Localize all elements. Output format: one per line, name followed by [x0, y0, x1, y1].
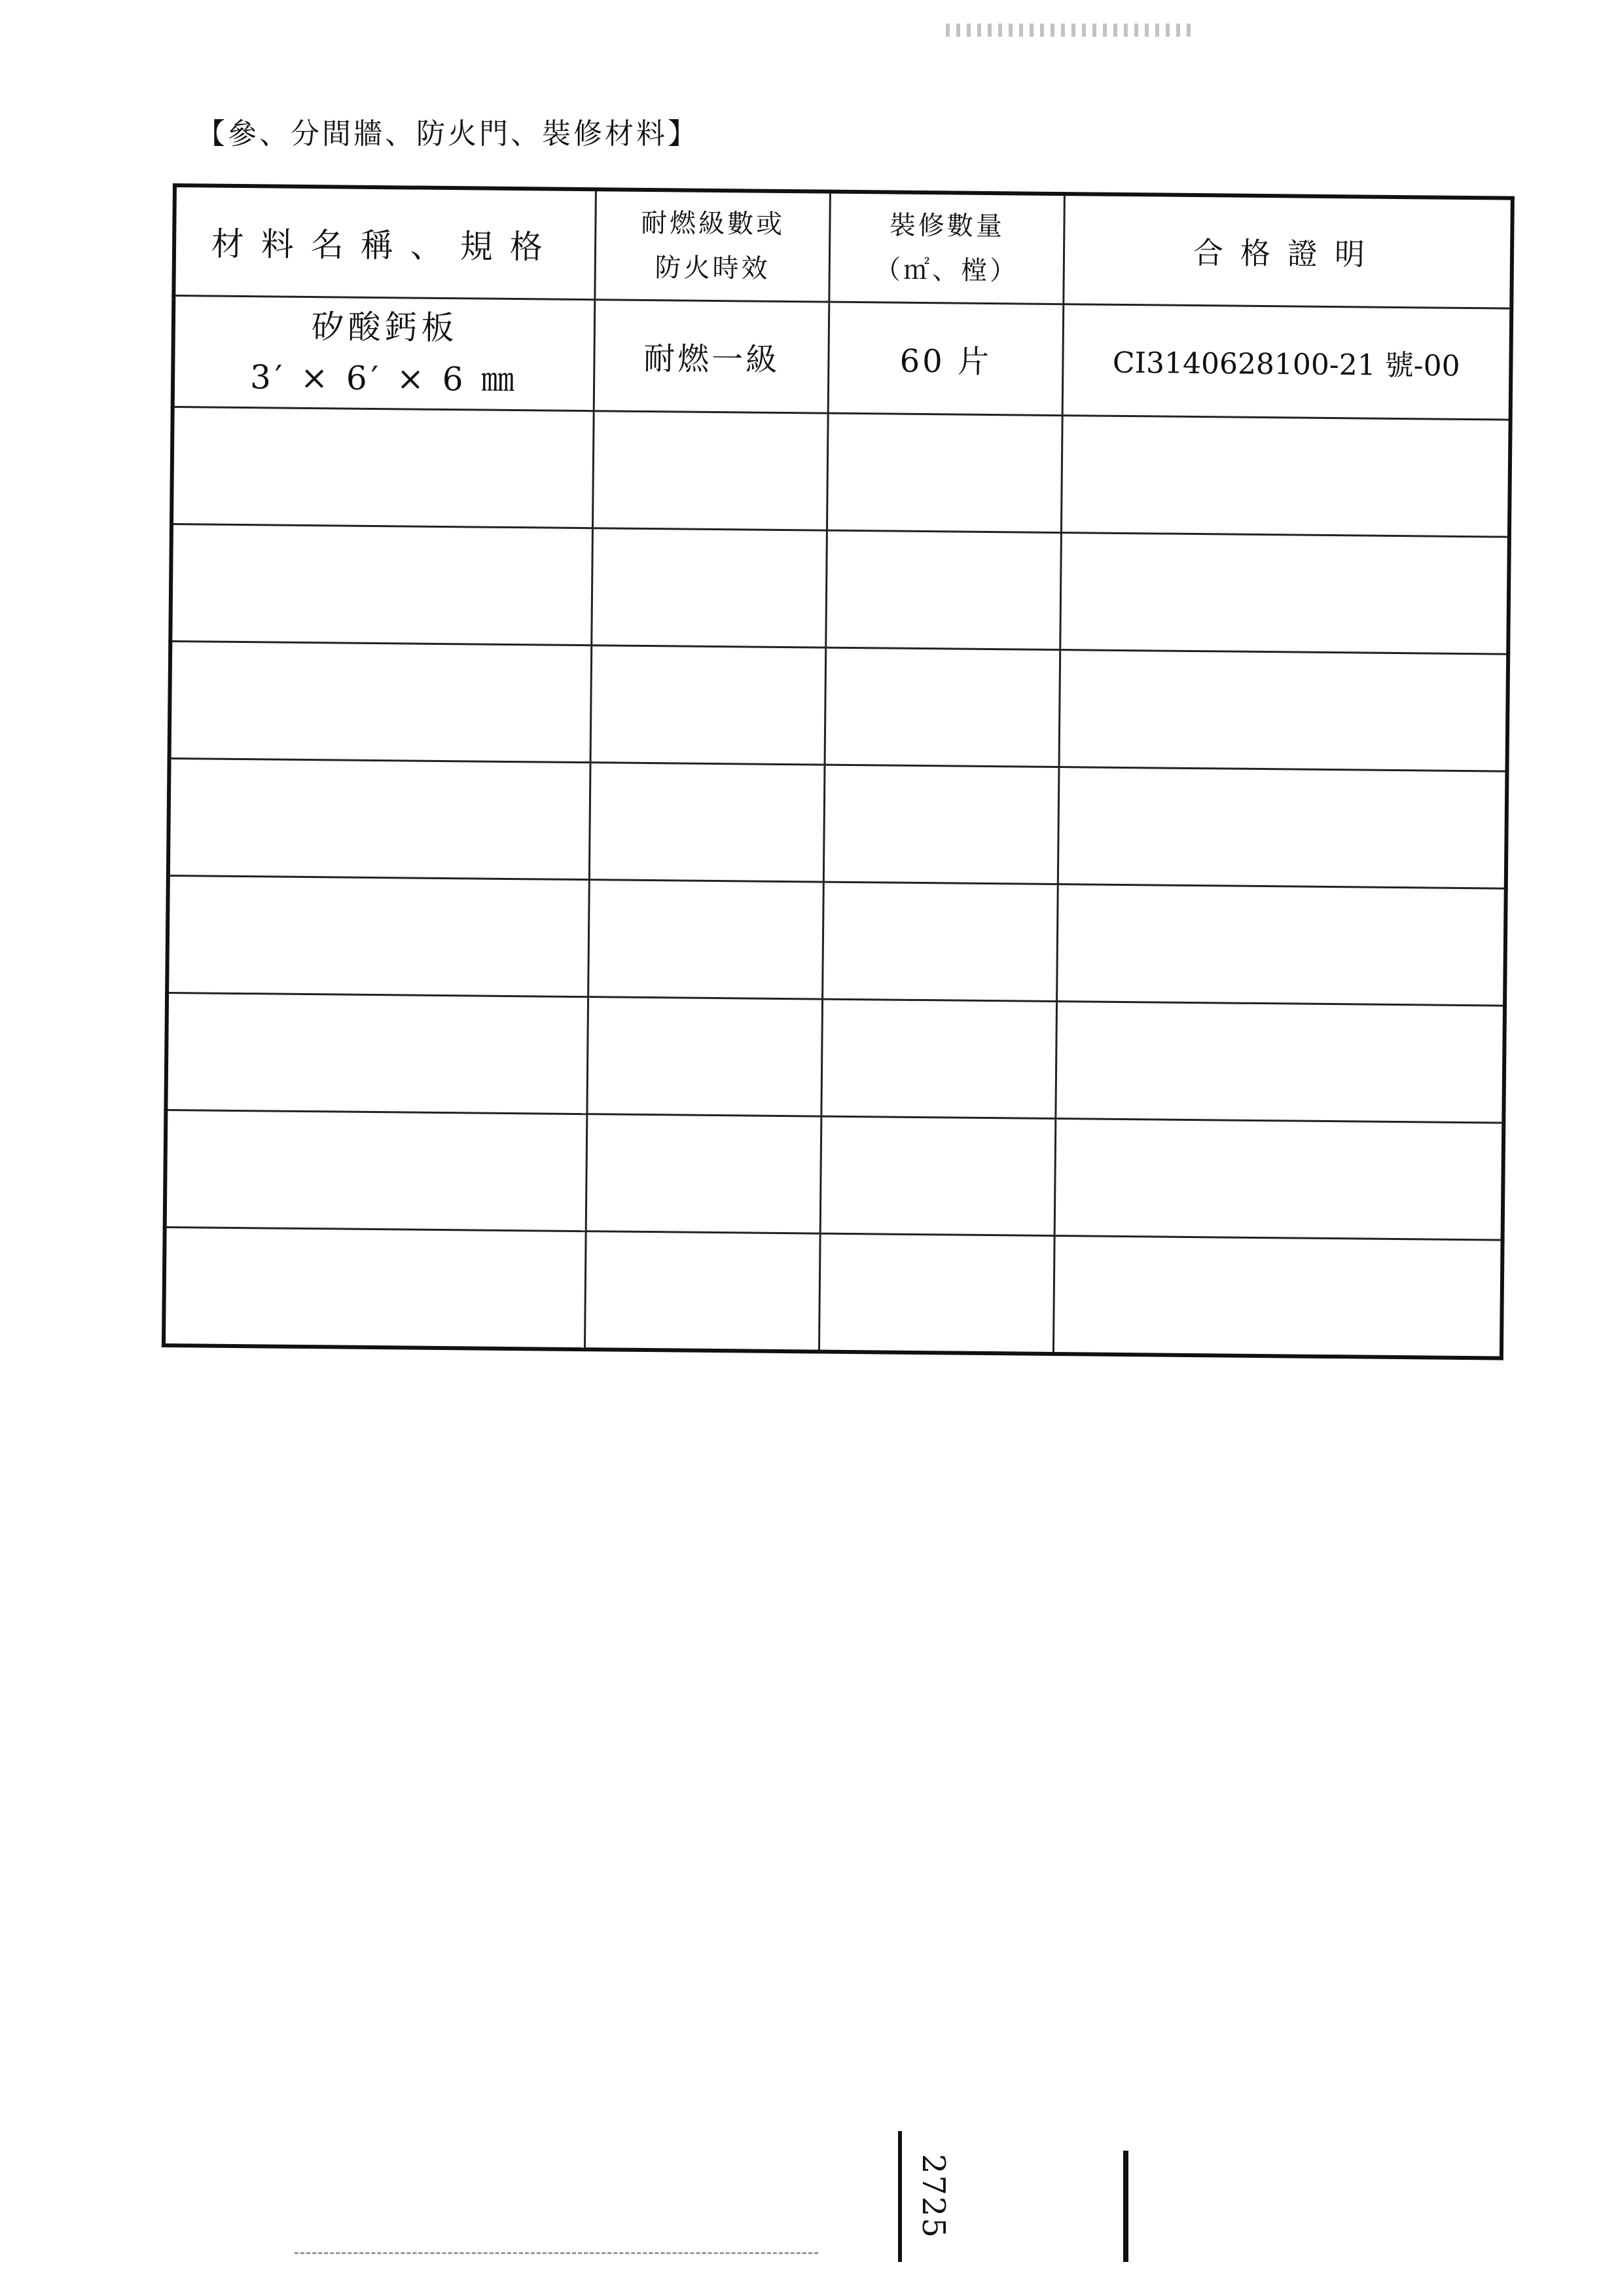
cell-fire-rating: [594, 299, 829, 412]
table-row-empty: [164, 1227, 1503, 1358]
header-fire-rating-line1: 耐燃級數或: [640, 208, 785, 240]
cell-quantity: [828, 302, 1063, 415]
material-name: 矽酸鈣板: [311, 308, 458, 348]
materials-table-wrapper: [162, 183, 1515, 1349]
header-fire-rating-line2: 防火時效: [655, 252, 770, 284]
page-number: 2725: [915, 2153, 952, 2240]
header-row: [173, 185, 1513, 308]
table-row-empty: [171, 407, 1511, 537]
header-quantity-line2: （㎡、樘）: [874, 255, 1019, 287]
quantity-value: 60 片: [899, 342, 992, 380]
table-row: [173, 295, 1512, 420]
cell-name-spec: [173, 295, 595, 410]
header-name-spec: [173, 185, 596, 299]
table-row-empty: [167, 875, 1506, 1006]
table-row-empty: [170, 524, 1509, 654]
table-row-empty: [165, 1110, 1504, 1240]
header-quantity: [829, 192, 1064, 304]
section-title: 【參、分間牆、防火門、裝修材料】: [196, 117, 699, 151]
header-quantity-line1: 裝修數量: [889, 210, 1005, 242]
table-row-empty: [166, 993, 1505, 1123]
header-name-spec-label: 材料名稱、規格: [211, 225, 560, 266]
footer-divider: [295, 2252, 818, 2254]
table-row-empty: [168, 758, 1507, 888]
cell-certificate: [1062, 304, 1511, 420]
scan-artifact: [946, 24, 1195, 37]
materials-table: [162, 183, 1515, 1360]
table-row-empty: [170, 641, 1509, 771]
certificate-value: CI3140628100-21 號-00: [1112, 346, 1460, 383]
fire-rating-value: 耐燃一級: [643, 340, 780, 378]
page-bracket: [1123, 2151, 1128, 2262]
header-fire-rating: [595, 189, 830, 301]
header-certificate: [1064, 194, 1513, 308]
page-number-box: [898, 2131, 965, 2262]
header-certificate-label: 合格證明: [1193, 234, 1382, 272]
material-spec: 3′ × 6′ × 6 ㎜: [249, 358, 518, 399]
